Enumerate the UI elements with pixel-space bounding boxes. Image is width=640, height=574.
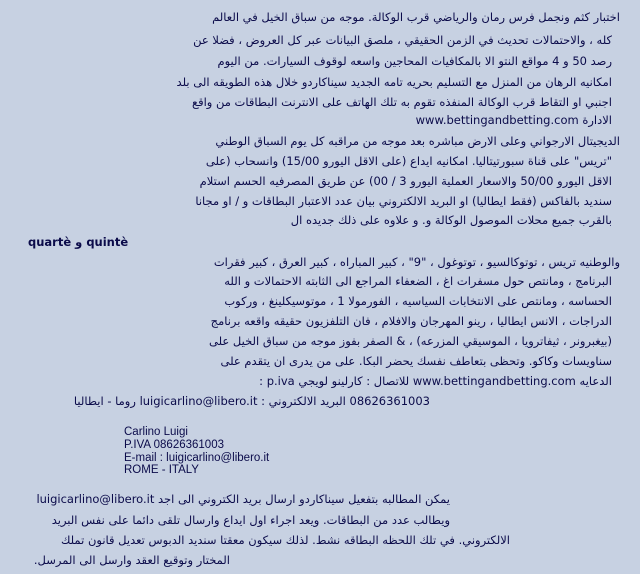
paragraph-4-line-1: يمكن المطالبه بتفعيل سيناكاردو ارسال بريد الكتروني الى اجد luigicarlino@libero.it	[36, 492, 450, 506]
signature-email: E-mail : luigicarlino@libero.it	[124, 452, 270, 464]
quarte-quinte-line: quartè و quintè	[28, 235, 129, 249]
paragraph-3-line-6: سناويسات وكاكو. وتحظى بتعاطف نفسك يحضر البكا. على من يدرى ان يتقدم على	[220, 354, 612, 368]
paragraph-3-line-1: والوطنيه تريس ، توتوكالسيو ، توتوغول ، "9" ، كبير المباراه ، كبير العرق ، كبير فقرات	[213, 255, 620, 269]
contact-line-1: الدعايه www.bettingandbetting.com للاتصال : كارلينو لويجي p.iva :	[259, 374, 612, 388]
paragraph-1-line-2: كله ، والاحتمالات تحديث في الزمن الحقيقي ، ملصق البيانات عبر كل العروض ، فضلا عن	[193, 33, 612, 47]
paragraph-1-line-6: الادارة www.bettingandbetting.com	[415, 113, 612, 127]
signature-name: Carlino Luigi	[124, 426, 188, 438]
paragraph-1-line-1: اختبار كثم ونجمل فرس رمان والرياضي قرب الوكالة. موجه من سباق الخيل في العالم	[212, 10, 620, 24]
paragraph-1-line-5: اجنبي او التقاط قرب الوكالة المنفذه تقوم به تلك الهاتف على الانترنت البطاقات من واقع	[191, 95, 612, 109]
signature-city: ROME - ITALY	[124, 464, 199, 476]
paragraph-2-line-3: الاقل اليورو 50/00 والاسعار العملية اليورو 3 / 00) عن طريق المصرفيه الحسم استلام	[199, 174, 612, 188]
paragraph-2-line-4: سنديد بالفاكس (فقط ايطاليا) او البريد الالكتروني بيان عدد الاعتبار البطاقات و / او مجانا	[195, 194, 612, 208]
paragraph-3-line-3: الحساسه ، ومانتص على الانتخابات السياسيه ، الفورمولا 1 ، موتوسيكلينغ ، وركوب	[224, 294, 612, 308]
paragraph-3-line-2: البرنامج ، ومانتص حول مسفرات اغ ، الضعفاء المراجع الى الثابته الاحتمالات و الله	[224, 274, 612, 288]
paragraph-4-line-3: الالكتروني. في تلك اللحظه البطاقه نشط. لذلك سيكون معقتا سنديد الدبوس تعديل قانون تملك	[60, 533, 510, 547]
paragraph-4-line-4: المختار وتوقيع العقد وارسل الى المرسل.	[33, 553, 230, 567]
paragraph-1-line-4: امكانيه الرهان من المنزل مع التسليم بحريه تامه الجديد سيناكاردو خلال هذه الطويقه الى بلد	[176, 75, 612, 89]
paragraph-3-line-5: (بيغبرونر ، ثيفاترويا ، الموسيقي المزرعه) ، & الصفر بفوز موجه من سباق الخيل على	[209, 334, 612, 348]
paragraph-2-line-5: بالقرب جميع محلات الموصول الوكالة و. و علاوه على ذلك جديده ال	[290, 213, 612, 227]
paragraph-2-line-1: الديجيتال الارجواني وعلى الارض مباشره بعد موجه من مراقبه كل يوم السباق الوطني	[215, 134, 620, 148]
paragraph-3-line-4: الدراجات ، الانس ايطاليا ، رينو المهرجان والافلام ، فان التلفزيون حقيقه واقعه برنامج	[210, 314, 612, 328]
paragraph-4-line-2: ويطالب عدد من البطاقات. ويعد اجراء اول ايداع وارسال تلقى دائما على نفس البريد	[51, 513, 450, 527]
paragraph-2-line-2: "تريس" على قناة سبورتيتاليا. امكانيه ايداع (على الاقل اليورو 15/00) وانسحاب (على	[205, 154, 612, 168]
contact-line-2: 08626361003 البريد الالكتروني : luigicarlino@libero.it روما - ايطاليا	[73, 394, 430, 408]
paragraph-1-line-3: رصد 50 و 4 مواقع النتو الا بالمكافيات المحاجين واسعه لوقوف السيارات. من اليوم	[217, 54, 612, 68]
signature-piva: P.IVA 08626361003	[124, 439, 224, 451]
